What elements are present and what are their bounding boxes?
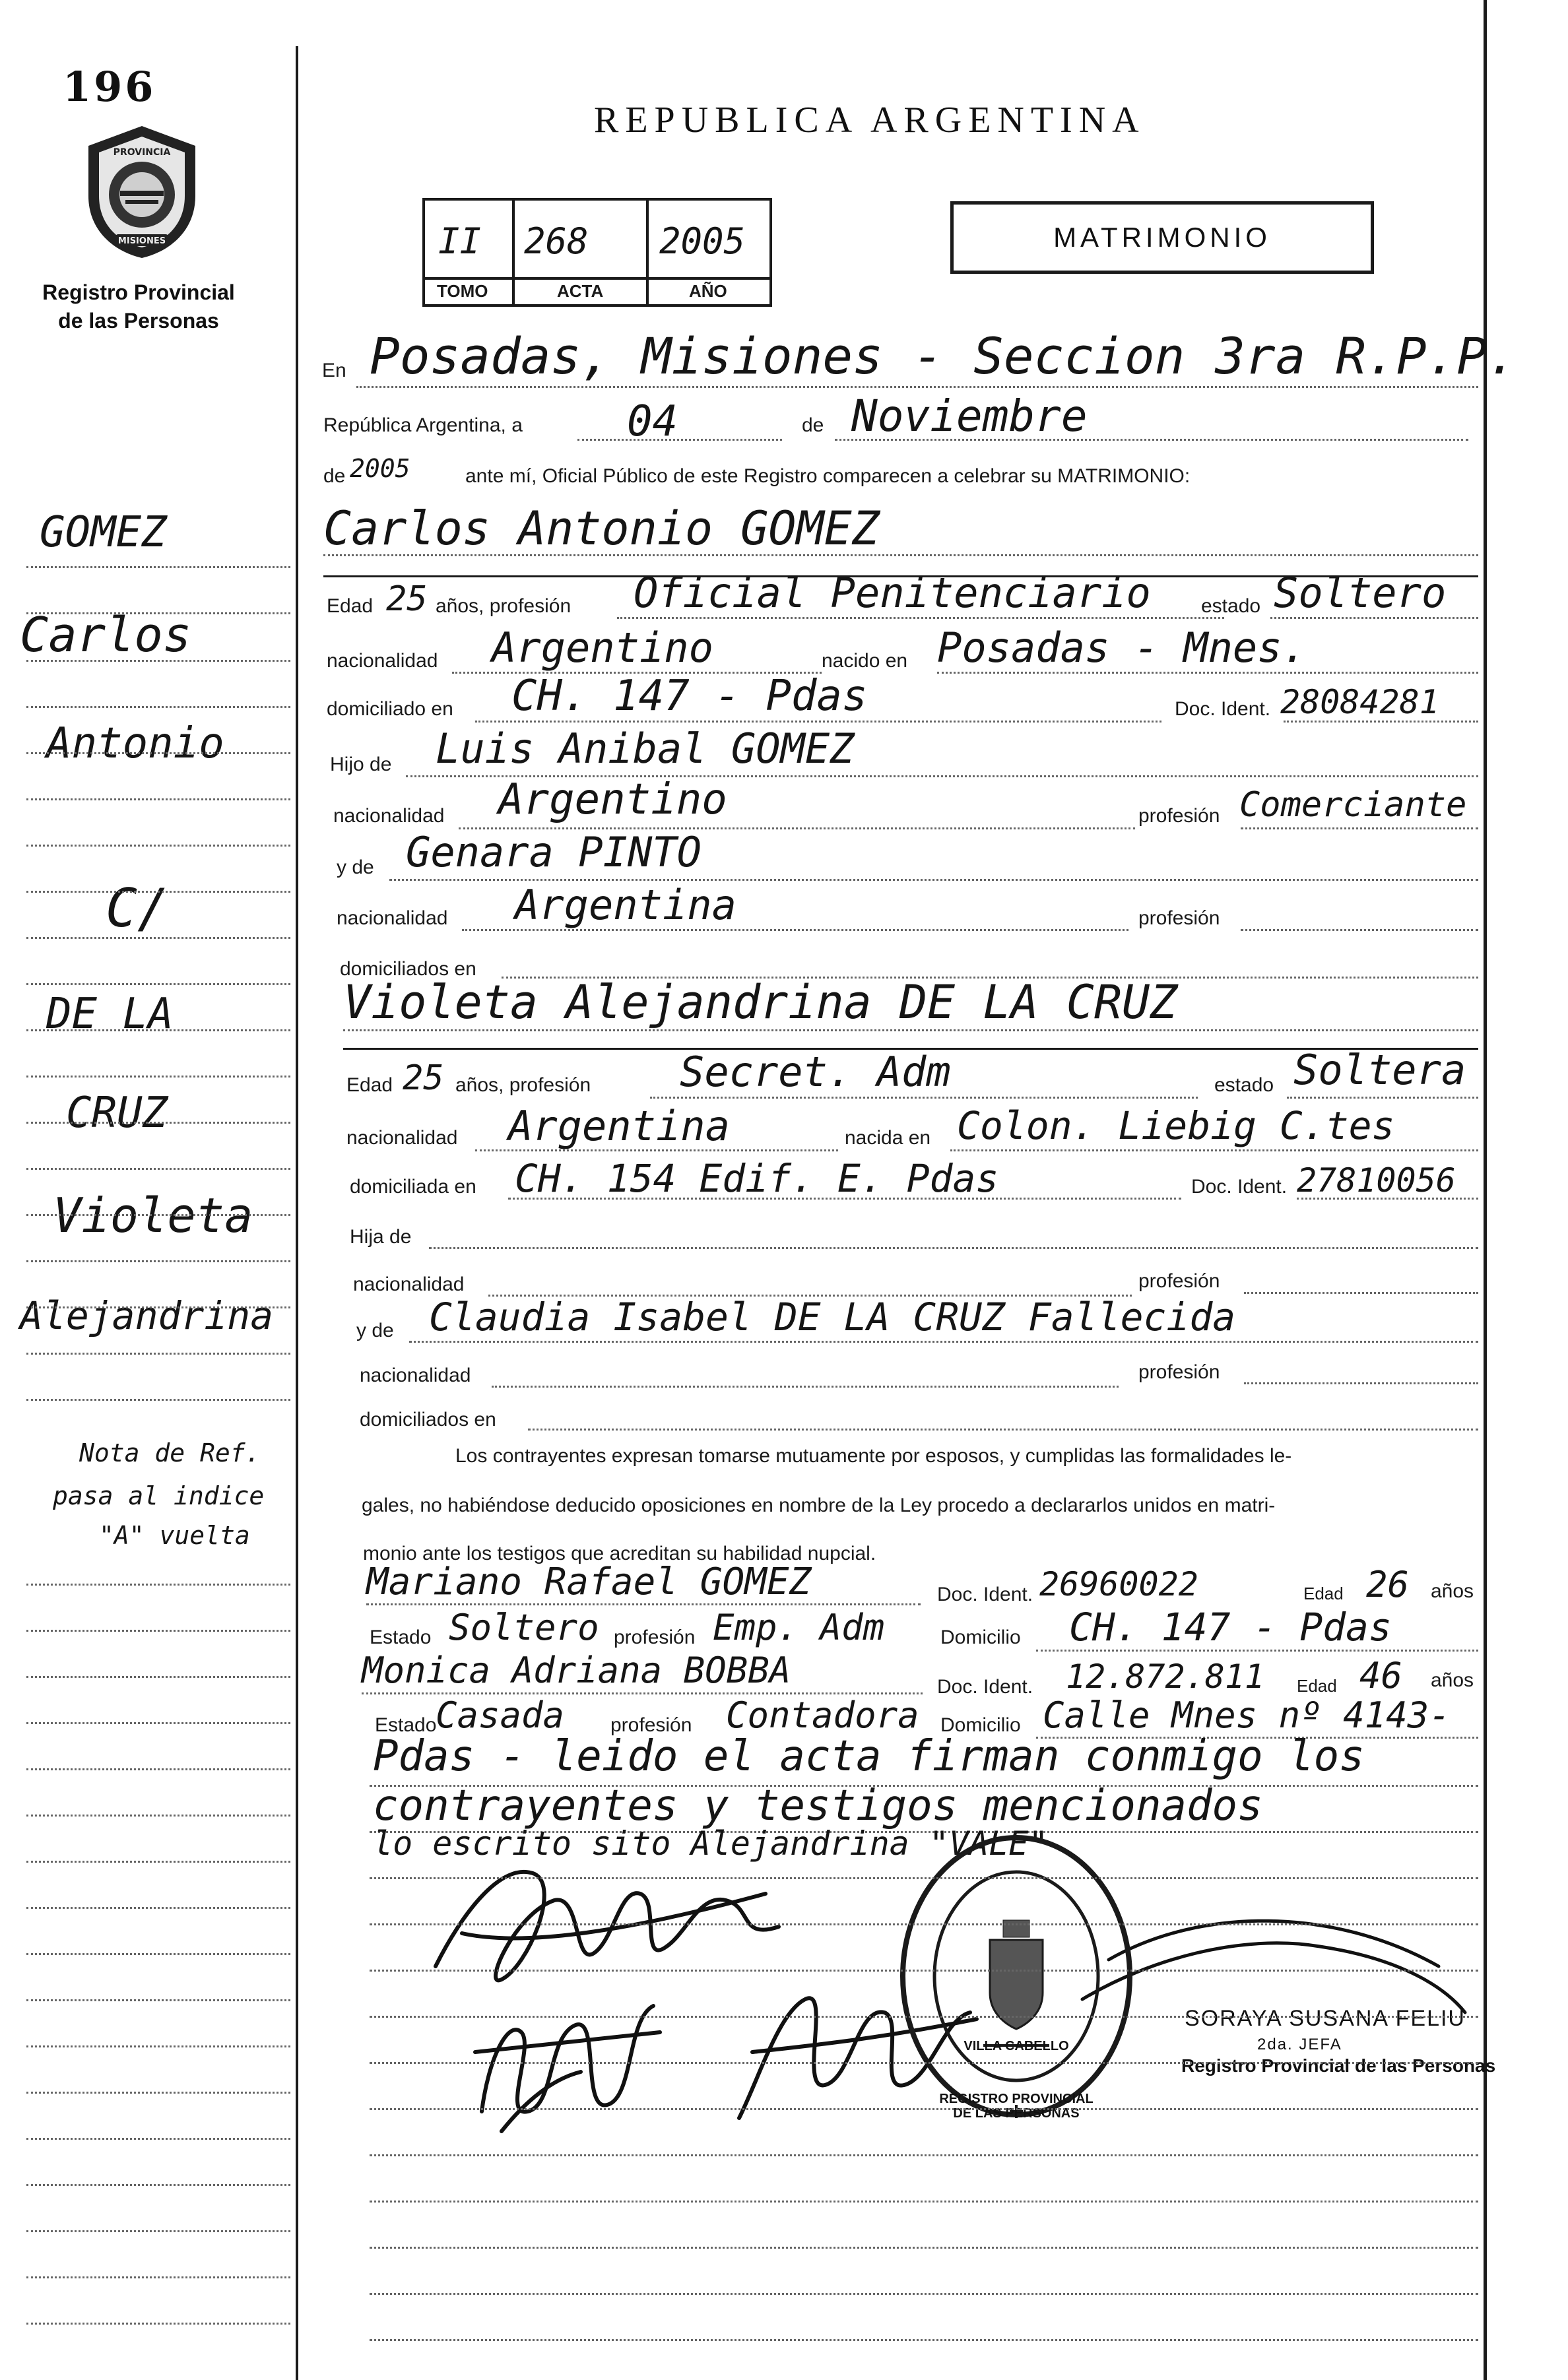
signer-role: 2da. JEFA xyxy=(1257,2036,1342,2053)
bride-estado-label: estado xyxy=(1214,1074,1274,1096)
groom-father: Luis Anibal GOMEZ xyxy=(436,724,855,773)
groom-domiciliados-label: domiciliados en xyxy=(340,958,476,980)
groom-edad-label: Edad xyxy=(327,595,374,617)
bride-nacida-label: nacida en xyxy=(845,1127,931,1149)
margin-note-alejandrina: Alejandrina xyxy=(20,1293,274,1338)
de-label: de xyxy=(802,414,824,436)
groom-mother: Genara PINTO xyxy=(406,828,702,876)
groom-birthplace: Posadas - Mnes. xyxy=(937,624,1307,672)
margin-footnote-line1: Nota de Ref. xyxy=(79,1438,261,1467)
tomo-value: II xyxy=(438,220,482,262)
month-value: Noviembre xyxy=(851,391,1088,441)
groom-father-prof-label: profesión xyxy=(1138,805,1220,827)
bride-edad-label: Edad xyxy=(346,1074,393,1096)
witness1-address: CH. 147 - Pdas xyxy=(1069,1605,1392,1650)
groom-doc-label: Doc. Ident. xyxy=(1175,698,1271,720)
tomo-label: TOMO xyxy=(437,281,488,301)
declaration-line3: monio ante los testigos que acreditan su habilidad nupcial. xyxy=(363,1543,876,1564)
declaration-line2: gales, no habiéndose deducido oposiciones en nombre de la Ley procedo a declararlos unidos en matri- xyxy=(362,1495,1276,1516)
margin-note-violeta: Violeta xyxy=(53,1188,253,1243)
bride-nacionalidad-label: nacionalidad xyxy=(346,1127,458,1149)
groom-address: CH. 147 - Pdas xyxy=(511,672,868,721)
groom-anos-prof-label: años, profesión xyxy=(436,595,572,617)
bride-yde-label: y de xyxy=(356,1320,394,1341)
witness2-doc-label: Doc. Ident. xyxy=(937,1676,1033,1698)
signer-name: SORAYA SUSANA FELIU xyxy=(1185,2006,1466,2031)
margin-note-middle-name: Antonio xyxy=(46,719,224,768)
witness2-anos-label: años xyxy=(1431,1669,1474,1691)
bride-nac1-label: nacionalidad xyxy=(353,1273,465,1295)
witness2-name: Monica Adriana BOBBA xyxy=(362,1650,791,1691)
witness1-doc-label: Doc. Ident. xyxy=(937,1584,1033,1605)
bride-age: 25 xyxy=(403,1058,444,1098)
witness1-estado-label: Estado xyxy=(370,1626,432,1648)
en-label: En xyxy=(322,360,346,381)
groom-profession: Oficial Penitenciario xyxy=(634,569,1151,617)
bride-estado: Soltera xyxy=(1293,1046,1466,1094)
ante-text: ante mí, Oficial Público de este Registro comparecen a celebrar su MATRIMONIO: xyxy=(465,465,1191,487)
bride-doc-label: Doc. Ident. xyxy=(1191,1176,1288,1198)
page-number: 196 xyxy=(63,63,156,111)
margin-note-surname: GOMEZ xyxy=(40,508,167,557)
groom-father-nac-label: nacionalidad xyxy=(333,805,445,827)
margin-note-de-la: DE LA xyxy=(46,990,174,1039)
bride-doc: 27810056 xyxy=(1297,1161,1456,1200)
bride-domiciliada-label: domiciliada en xyxy=(350,1176,476,1198)
groom-yde-label: y de xyxy=(337,856,374,878)
stamp-inner-text: VILLA CABELLO xyxy=(964,2039,1069,2053)
margin-dotted-rules xyxy=(26,0,290,2380)
groom-nacionalidad-label: nacionalidad xyxy=(327,650,438,672)
groom-doc: 28084281 xyxy=(1280,683,1439,721)
bride-birthplace: Colon. Liebig C.tes xyxy=(957,1103,1395,1148)
svg-text:PROVINCIA: PROVINCIA xyxy=(113,147,171,158)
bride-nationality: Argentina xyxy=(508,1102,730,1150)
lower-dotted-rules xyxy=(370,0,1478,2380)
witness1-profession: Emp. Adm xyxy=(713,1607,885,1648)
bride-hija-label: Hija de xyxy=(350,1226,412,1248)
groom-age: 25 xyxy=(386,579,428,619)
groom-hijo-label: Hijo de xyxy=(330,754,392,775)
witness2-age: 46 xyxy=(1359,1655,1403,1696)
bride-profession: Secret. Adm xyxy=(680,1048,951,1096)
republica-label: República Argentina, a xyxy=(323,414,523,436)
country-title: REPUBLICA ARGENTINA xyxy=(594,100,1146,141)
bride-name: Violeta Alejandrina DE LA CRUZ xyxy=(343,975,1178,1029)
margin-note-cruz: CRUZ xyxy=(66,1089,168,1138)
office-name-line1: Registro Provincial xyxy=(42,280,235,304)
stamp-ring-text: REGISTRO PROVINCIAL DE LAS PERSONAS xyxy=(939,2092,1094,2121)
witness1-estado: Soltero xyxy=(449,1607,599,1648)
margin-footnote-line2: pasa al indice xyxy=(53,1481,265,1510)
witness2-estado-label: Estado xyxy=(375,1714,437,1736)
groom-name: Carlos Antonio GOMEZ xyxy=(323,501,880,556)
closing-line1: Pdas - leido el acta firman conmigo los xyxy=(373,1732,1365,1781)
margin-note-conjunction: C/ xyxy=(106,878,170,939)
witness2-estado: Casada xyxy=(436,1694,565,1736)
witness1-age: 26 xyxy=(1366,1564,1410,1605)
bride-prof1-label: profesión xyxy=(1138,1270,1220,1292)
de2-label: de xyxy=(323,465,346,487)
groom-estado: Soltero xyxy=(1274,569,1447,617)
svg-text:MISIONES: MISIONES xyxy=(117,236,166,246)
witness1-dom-label: Domicilio xyxy=(940,1626,1021,1648)
witness2-dom-label: Domicilio xyxy=(940,1714,1021,1736)
groom-father-nationality: Argentino xyxy=(498,775,727,824)
witness2-prof-label: profesión xyxy=(610,1714,692,1736)
groom-nationality: Argentino xyxy=(492,624,713,672)
witness2-doc: 12.872.811 xyxy=(1066,1657,1265,1696)
year-value: 2005 xyxy=(350,454,410,483)
witness2-profession: Contadora xyxy=(726,1694,919,1736)
ano-label: AÑO xyxy=(689,281,727,301)
declaration-line1: Los contrayentes expresan tomarse mutuamente por esposos, y cumplidas las formalidades le- xyxy=(455,1445,1292,1467)
bride-prof2-label: profesión xyxy=(1138,1361,1220,1383)
place-value: Posadas, Misiones - Seccion 3ra R.P.P. xyxy=(370,327,1517,385)
groom-nacido-label: nacido en xyxy=(822,650,908,672)
left-margin-rule xyxy=(296,46,298,2380)
closing-line3: lo escrito sito Alejandrina "VALE" xyxy=(373,1824,1049,1863)
groom-mother-prof-label: profesión xyxy=(1138,907,1220,929)
acta-value: 268 xyxy=(524,220,589,262)
bride-nac2-label: nacionalidad xyxy=(360,1365,471,1386)
acta-label: ACTA xyxy=(557,281,604,301)
groom-father-profession: Comerciante xyxy=(1239,785,1467,825)
witness1-anos-label: años xyxy=(1431,1580,1474,1602)
day-value: 04 xyxy=(627,397,678,446)
closing-line2: contrayentes y testigos mencionados xyxy=(373,1782,1263,1830)
bride-address: CH. 154 Edif. E. Pdas xyxy=(515,1156,999,1201)
witness1-edad-label: Edad xyxy=(1303,1584,1344,1603)
witness1-prof-label: profesión xyxy=(614,1626,696,1648)
witness2-address: Calle Mnes nº 4143- xyxy=(1043,1694,1451,1736)
bride-mother: Claudia Isabel DE LA CRUZ Fallecida xyxy=(429,1295,1236,1339)
groom-mother-nac-label: nacionalidad xyxy=(337,907,448,929)
groom-estado-label: estado xyxy=(1201,595,1261,617)
office-name-line2: de las Personas xyxy=(58,309,219,333)
bride-domiciliados-label: domiciliados en xyxy=(360,1409,496,1431)
witness1-doc: 26960022 xyxy=(1039,1565,1198,1603)
margin-footnote-line3: "A" vuelta xyxy=(99,1521,250,1550)
signer-office: Registro Provincial de las Personas xyxy=(1181,2055,1496,2076)
margin-note-first-name: Carlos xyxy=(20,607,192,662)
witness1-name: Mariano Rafael GOMEZ xyxy=(366,1560,812,1603)
ano-value: 2005 xyxy=(659,220,746,262)
witness2-edad-label: Edad xyxy=(1297,1676,1337,1696)
groom-domiciliado-label: domiciliado en xyxy=(327,698,453,720)
bride-anos-prof-label: años, profesión xyxy=(455,1074,591,1096)
doc-type-label: MATRIMONIO xyxy=(1053,222,1271,253)
groom-mother-nationality: Argentina xyxy=(515,881,736,929)
